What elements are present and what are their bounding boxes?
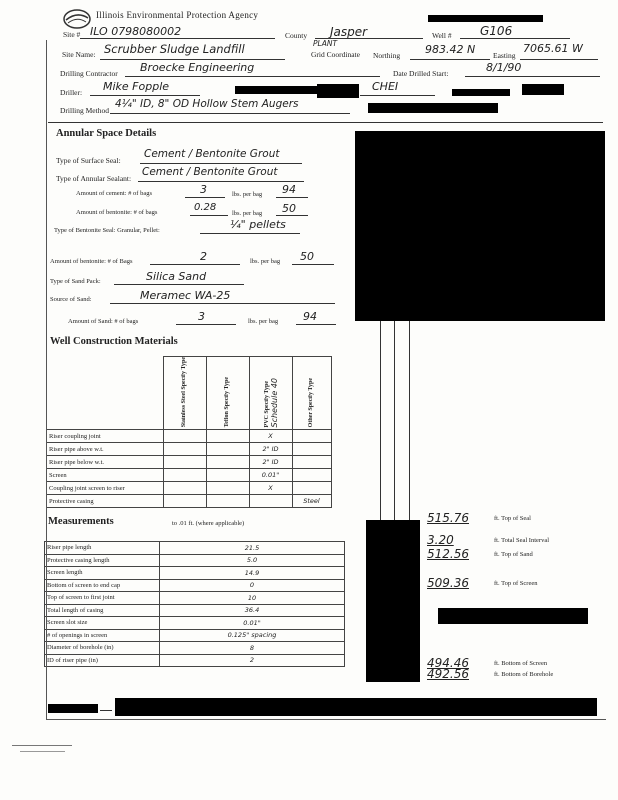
row-label: Protective casing <box>47 495 164 508</box>
sand-bags-value: 3 <box>198 310 205 323</box>
table-row <box>47 469 332 482</box>
county-label: County <box>285 31 308 40</box>
elevation-label: ft. Bottom of Borehole <box>494 671 554 678</box>
table-row: Bottom of screen to end cap 0 <box>45 579 345 592</box>
col-header-teflon: Teflon Specify Type <box>224 377 230 428</box>
table-row: ID of riser pipe (in) 2 <box>45 654 345 667</box>
elevation-label: ft. Total Seal Interval <box>494 537 550 544</box>
construction-table <box>46 356 332 508</box>
sand-pack-label: Type of Sand Pack: <box>50 278 101 285</box>
table-row <box>47 495 332 508</box>
sand-pack-value: Silica Sand <box>146 270 207 283</box>
row-label: Riser pipe below w.t. <box>47 456 164 469</box>
bentonite2-lbs-label: lbs. per bag <box>250 258 281 265</box>
measurement-value: 36.4 <box>160 604 345 617</box>
pvc-cell: 2" ID <box>249 443 292 456</box>
drilling-method-label: Drilling Method <box>60 106 109 115</box>
measurement-value: 21.5 <box>160 542 345 555</box>
grid-coordinate-label: Grid Coordinate <box>311 50 360 59</box>
redaction-box <box>438 608 588 624</box>
construction-section-title: Well Construction Materials <box>50 336 178 347</box>
bentonite-lbs-value: 50 <box>282 202 296 215</box>
table-row: Diameter of borehole (in) 8 <box>45 642 345 655</box>
measurements-subtitle: to .01 ft. (where applicable) <box>172 520 245 527</box>
well-number: G106 <box>480 24 513 38</box>
sand-lbs-label: lbs. per bag <box>248 318 279 325</box>
date-drilled-value: 8/1/90 <box>486 61 522 74</box>
scan-mark <box>12 745 72 746</box>
measurement-value: 0.01" <box>160 617 345 630</box>
pvc-cell: 0.01" <box>249 469 292 482</box>
cement-bags-label: Amount of cement: # of bags <box>76 190 152 197</box>
table-row: Riser pipe length 21.5 <box>45 542 345 555</box>
bottom-border <box>46 719 606 720</box>
other-cell: Steel <box>292 495 331 508</box>
bentonite2-lbs-value: 50 <box>300 250 314 263</box>
cement-bags-value: 3 <box>200 183 207 196</box>
elevation-label: ft. Top of Sand <box>494 551 533 558</box>
sand-bags-label: Amount of Sand: # of bags <box>68 318 139 325</box>
elevation-value: 494.46 <box>427 656 469 670</box>
annular-sealant-value: Cement / Bentonite Grout <box>142 166 278 178</box>
sand-source-label: Source of Sand: <box>50 296 92 303</box>
redaction-box <box>368 103 498 113</box>
bentonite-lbs-label: lbs. per bag <box>232 210 263 217</box>
well-diagram-redaction <box>366 520 420 682</box>
table-row: Screen slot size 0.01" <box>45 617 345 630</box>
table-row: Protective casing length 5.0 <box>45 554 345 567</box>
elevation-value: 3.20 <box>427 533 454 547</box>
grid-note: PLANT <box>313 39 338 48</box>
col-header-stainless: Stainless Steel Specify Type <box>181 357 187 428</box>
redaction-box <box>115 698 597 716</box>
easting-label: Easting <box>493 51 516 60</box>
iepa-logo-icon <box>62 8 92 30</box>
redaction-box <box>452 89 510 96</box>
table-row <box>47 430 332 443</box>
table-row <box>47 456 332 469</box>
annular-sealant-label: Type of Annular Sealant: <box>56 174 132 183</box>
table-row: Screen length 14.9 <box>45 567 345 580</box>
measurement-value: 0.125" spacing <box>160 629 345 642</box>
measurement-value: 0 <box>160 579 345 592</box>
redaction-box <box>48 704 98 713</box>
date-drilled-label: Date Drilled Start: <box>393 69 449 78</box>
table-row: Top of screen to first joint 10 <box>45 592 345 605</box>
redaction-box <box>235 86 320 94</box>
driller-value: Mike Fopple <box>103 80 170 93</box>
bentonite-bags-label: Amount of bentonite: # of bags <box>76 209 158 216</box>
measurement-value: 2 <box>160 654 345 667</box>
table-row: # of openings in screen 0.125" spacing <box>45 629 345 642</box>
elevation-value: 492.56 <box>427 667 469 681</box>
row-label: Screen <box>47 469 164 482</box>
contractor-label: Drilling Contractor <box>60 69 118 78</box>
sand-source-value: Meramec WA-25 <box>140 289 231 302</box>
scan-mark <box>20 751 65 752</box>
col-header-pvc: PVC Specify Type <box>263 380 270 428</box>
col-header-other: Other Specify Type <box>308 377 314 428</box>
elevation-label: ft. Top of Screen <box>494 580 538 587</box>
surface-seal-label: Type of Surface Seal: <box>56 156 121 165</box>
elevation-value: 512.56 <box>427 547 469 561</box>
pvc-cell: X <box>249 430 292 443</box>
driller-label: Driller: <box>60 88 83 97</box>
row-label: Coupling joint screen to riser <box>47 482 164 495</box>
casing-line <box>409 321 410 521</box>
easting-value: 7065.61 W <box>523 42 583 55</box>
well-label: Well # <box>432 31 452 40</box>
measurement-value: 8 <box>160 642 345 655</box>
northing-value: 983.42 N <box>425 43 476 56</box>
measurement-value: 14.9 <box>160 567 345 580</box>
bentonite2-bags-value: 2 <box>200 250 207 263</box>
left-border <box>46 40 47 720</box>
well-diagram-redaction <box>355 131 605 321</box>
elevation-value: 509.36 <box>427 576 469 590</box>
site-number: ILO 0798080002 <box>90 25 182 38</box>
redaction-box <box>428 15 543 22</box>
contractor-value: Broecke Engineering <box>140 61 255 74</box>
site-name-value: Scrubber Sludge Landfill <box>104 42 245 56</box>
row-label: Riser pipe above w.t. <box>47 443 164 456</box>
row-label: Riser coupling joint <box>47 430 164 443</box>
table-row <box>47 482 332 495</box>
surface-seal-value: Cement / Bentonite Grout <box>144 148 280 160</box>
elevation-label: ft. Bottom of Screen <box>494 660 548 667</box>
pvc-note: Schedule 40 <box>269 377 279 428</box>
site-label: Site # <box>63 30 81 39</box>
casing-line <box>380 321 381 521</box>
cement-lbs-value: 94 <box>282 183 296 196</box>
northing-label: Northing <box>373 51 401 60</box>
measurement-value: 5.0 <box>160 554 345 567</box>
agency-name: Illinois Environmental Protection Agency <box>96 10 259 20</box>
redaction-box <box>522 84 564 95</box>
redaction-box <box>317 84 359 98</box>
pvc-cell: X <box>249 482 292 495</box>
elevation-label: ft. Top of Seal <box>494 515 531 522</box>
sand-lbs-value: 94 <box>303 310 317 323</box>
chei-value: CHEI <box>372 80 399 93</box>
bentonite-seal-value: ¼" pellets <box>230 218 286 231</box>
bentonite-bags-value: 0.28 <box>194 202 217 213</box>
site-name-label: Site Name: <box>62 50 96 59</box>
casing-line <box>394 321 395 521</box>
table-row: Total length of casing 36.4 <box>45 604 345 617</box>
drilling-method-value: 4¼" ID, 8" OD Hollow Stem Augers <box>115 98 299 110</box>
annular-section-title: Annular Space Details <box>56 128 157 139</box>
measurement-value: 10 <box>160 592 345 605</box>
measurements-table <box>44 541 345 667</box>
elevation-value: 515.76 <box>427 511 469 525</box>
measurements-title: Measurements <box>48 516 114 527</box>
county-value: Jasper <box>330 25 368 39</box>
bentonite-seal-label: Type of Bentonite Seal: Granular, Pellet: <box>54 227 160 234</box>
table-row <box>47 443 332 456</box>
pvc-cell: 2" ID <box>249 456 292 469</box>
cement-lbs-label: lbs. per bag <box>232 191 263 198</box>
bentonite2-bags-label: Amount of bentonite: # of Bags <box>50 258 133 265</box>
